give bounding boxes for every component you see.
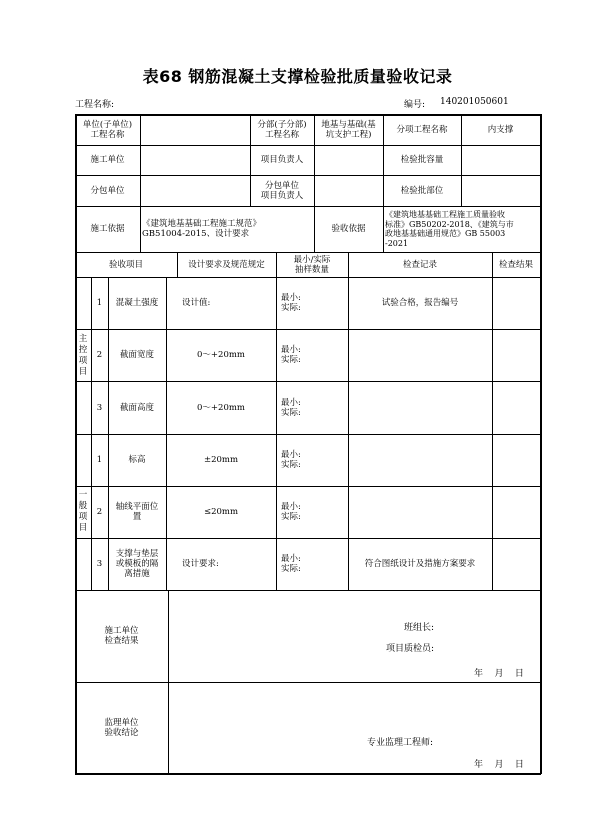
grid-line: [540, 114, 542, 774]
supervision-engineer-label: 专业监理工程师:: [367, 738, 434, 748]
actual-label: 实际:: [281, 512, 301, 522]
general-item-requirement: ≤20mm: [203, 507, 239, 517]
sub-item-value: 内支撑: [487, 124, 514, 135]
col-requirement: 设计要求及规范规定: [188, 259, 265, 270]
unit-label: 单位(子单位) 工程名称: [82, 119, 133, 140]
quality-inspector-label: 项目质检员:: [386, 644, 435, 654]
actual-label: 实际:: [281, 564, 301, 574]
main-item-name: 混凝土强度: [115, 298, 159, 308]
min-label: 最小:: [281, 554, 301, 564]
page-title: 表68 钢筋混凝土支撑检验批质量验收记录: [142, 67, 453, 86]
code-value: 140201050601: [440, 97, 509, 107]
construction-date: 年 月 日: [474, 669, 524, 679]
construction-check-label: 施工单位 检查结果: [104, 626, 139, 646]
batch-location-label: 检验批部位: [400, 185, 444, 196]
general-item-name: 标高: [128, 455, 146, 465]
main-item-result: [492, 277, 540, 329]
main-item-sampling: [276, 381, 348, 434]
grid-line: [140, 114, 141, 206]
min-label: 最小:: [281, 502, 301, 512]
main-item-sampling: [276, 329, 348, 381]
general-item-name: 轴线平面位 置: [115, 502, 159, 522]
general-item-record: [348, 486, 492, 538]
min-label: 最小:: [281, 397, 301, 408]
basis-value: 《建筑地基基础工程施工规范》 GB51004-2015、设计要求: [142, 219, 262, 239]
main-group-label: 主控项目: [78, 333, 88, 377]
general-item-result: [492, 538, 540, 590]
general-group-label: 一般项目: [78, 490, 88, 533]
general-item-result: [492, 434, 540, 486]
main-item-requirement: 设计值:: [182, 298, 211, 308]
actual-label: 实际:: [281, 303, 301, 313]
subcontractor-label: 分包单位: [90, 185, 125, 196]
grid-line: [75, 773, 541, 775]
project-name-label: 工程名称:: [75, 100, 115, 110]
main-item-record: 试验合格，报告编号: [381, 298, 459, 308]
main-item-record: [348, 329, 492, 381]
general-item-sampling: [276, 434, 348, 486]
general-item-record: [348, 434, 492, 486]
division-value: 地基与基础(基 坑支护工程): [321, 119, 376, 140]
supervision-date: 年 月 日: [474, 760, 524, 770]
col-sampling: 最小/实际 抽样数量: [293, 254, 331, 275]
acceptance-basis-label: 验收依据: [331, 224, 366, 234]
sub-pm-label: 分包单位 项目负责人: [260, 180, 304, 201]
main-item-name: 截面高度: [119, 402, 154, 413]
main-item-sampling: [276, 277, 348, 329]
main-item-result: [492, 329, 540, 381]
division-label: 分部(子分部) 工程名称: [257, 119, 307, 140]
col-result: 检查结果: [498, 259, 533, 270]
main-item-result: [492, 381, 540, 434]
general-item-record: 符合图纸设计及措施方案要求: [364, 559, 476, 569]
team-leader-label: 班组长:: [404, 623, 435, 633]
min-label: 最小:: [281, 450, 301, 460]
batch-capacity-label: 检验批容量: [400, 155, 444, 165]
main-item-no: 3: [96, 402, 103, 413]
supervision-label: 监理单位 验收结论: [104, 717, 139, 738]
actual-label: 实际:: [281, 355, 301, 365]
general-item-sampling: [276, 538, 348, 590]
main-item-no: 1: [96, 298, 103, 308]
col-item: 验收项目: [108, 259, 143, 270]
basis-label: 施工依据: [90, 224, 125, 234]
col-record: 检查记录: [402, 259, 437, 270]
actual-label: 实际:: [281, 407, 301, 418]
general-item-requirement: 设计要求:: [182, 559, 219, 569]
main-item-name: 截面宽度: [119, 350, 154, 360]
general-item-no: 2: [96, 507, 103, 517]
min-label: 最小:: [281, 345, 301, 355]
min-label: 最小:: [281, 293, 301, 303]
general-item-result: [492, 486, 540, 538]
code-label: 编号:: [404, 100, 426, 110]
general-item-no: 1: [96, 455, 103, 465]
main-item-record: [348, 381, 492, 434]
grid-line: [314, 145, 315, 206]
actual-label: 实际:: [281, 460, 301, 470]
main-item-requirement: 0～+20mm: [197, 402, 245, 413]
main-item-requirement: 0～+20mm: [197, 350, 245, 360]
acceptance-basis-value: 《建筑地基基础工程施工质量验收 标准》GB50202-2018、《建筑与市 政地基基础通用规范》GB 55003 -2021: [385, 210, 514, 248]
sub-item-label: 分项工程名称: [396, 124, 448, 135]
constructor-label: 施工单位: [90, 155, 125, 165]
main-item-no: 2: [96, 350, 103, 360]
general-item-no: 3: [96, 559, 103, 569]
general-item-sampling: [276, 486, 348, 538]
pm-label: 项目负责人: [260, 155, 304, 165]
general-item-requirement: ±20mm: [203, 455, 239, 465]
general-item-name: 支撑与垫层 或模板的隔 离措施: [115, 549, 159, 579]
